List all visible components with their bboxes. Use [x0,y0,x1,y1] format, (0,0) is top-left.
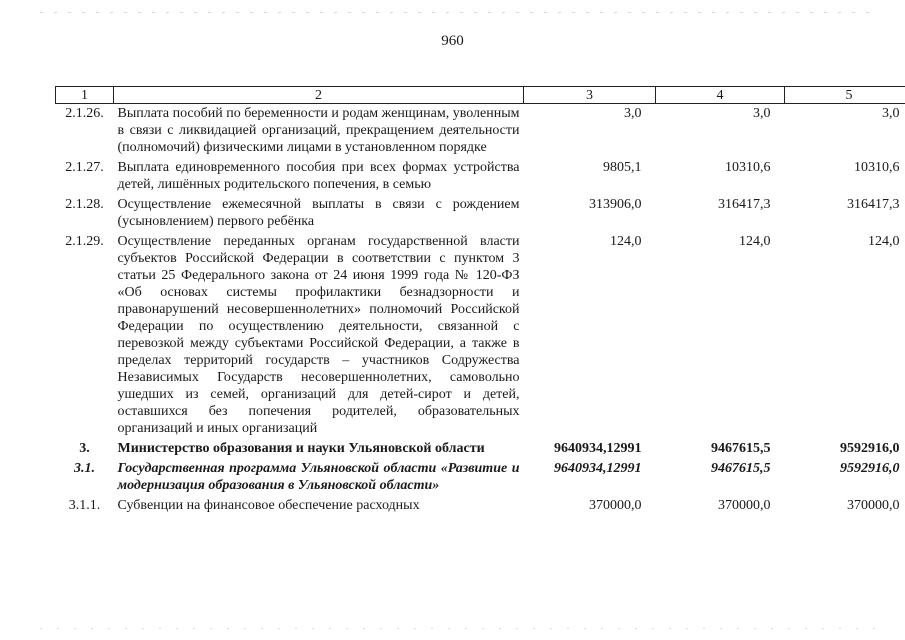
row-description: Выплата единовременного пособия при всех формах устройства детей, лишённых родительского попечения, в семью [117,160,520,192]
table-row [56,232,905,439]
row-description: Осуществление переданных органам государственной власти субъектов Российской Федерации в соответствии с пунктом 3 статьи 25 Федерального закона от 24 июня 1999 года № 120-ФЗ «Об основах системы профилактики безнадзорности и правонарушений несовершеннолетних» полномочий Российской Федерации по осуществлению деятельности, связанной с перевозкой между субъектами Российской Федерации, а также в пределах территорий государств – участников Содружества Независимых Государств несовершеннолетних, самовольно ушедших из семей, организаций для детей-сирот и детей, оставшихся без попечения родителей, образовательных организаций и иных организаций [117,234,520,436]
row-value-col4: 124,0 [739,234,771,249]
row-value-col4: 370000,0 [718,498,771,513]
row-value-col5: 3,0 [882,106,900,121]
page-number: 960 [441,33,464,49]
header-col-5: 5 [785,87,905,104]
row-description: Субвенции на финансовое обеспечение расходных [117,498,420,513]
row-description: Государственная программа Ульяновской области «Развитие и модернизация образования в Ульяновской области» [117,461,520,493]
row-description: Выплата пособий по беременности и родам женщинам, уволенным в связи с ликвидацией организаций, прекращением деятельности (полномочий) физическими лицами в установленном порядке [117,106,520,155]
row-value-col4: 10310,6 [725,160,771,175]
row-number: 3. [79,441,90,456]
table-row-program [56,459,905,496]
row-value-col3: 3,0 [624,106,642,121]
table-row [56,496,905,516]
row-value-col3: 9640934,12991 [554,441,642,456]
header-col-1: 1 [56,87,114,104]
row-value-col5: 316417,3 [847,197,900,212]
row-value-col3: 313906,0 [589,197,642,212]
row-value-col4: 3,0 [753,106,771,121]
row-value-col5: 9592916,0 [840,461,900,476]
table-row-ministry [56,439,905,459]
row-value-col3: 370000,0 [589,498,642,513]
row-value-col4: 9467615,5 [711,461,771,476]
row-value-col5: 124,0 [868,234,900,249]
row-value-col3: 9805,1 [603,160,642,175]
row-value-col5: 10310,6 [854,160,900,175]
table-header [56,87,905,104]
table-row [56,195,905,232]
row-value-col4: 9467615,5 [711,441,771,456]
row-value-col4: 316417,3 [718,197,771,212]
row-number: 3.1.1. [68,498,101,513]
scan-artifact-bottom [40,628,880,629]
row-value-col5: 9592916,0 [840,441,900,456]
row-value-col5: 370000,0 [847,498,900,513]
table-row [56,104,905,159]
row-number: 2.1.27. [65,160,104,175]
row-description: Осуществление ежемесячной выплаты в связи с рождением (усыновлением) первого ребёнка [117,197,520,229]
row-number: 2.1.29. [65,234,104,249]
row-number: 3.1. [74,461,95,476]
row-number: 2.1.26. [65,106,104,121]
scan-artifact-top [40,12,880,13]
row-value-col3: 124,0 [610,234,642,249]
row-description: Министерство образования и науки Ульяновской области [117,441,485,456]
row-number: 2.1.28. [65,197,104,212]
row-value-col3: 9640934,12991 [554,461,642,476]
budget-table [55,86,905,516]
table-row [56,158,905,195]
header-col-4: 4 [656,87,785,104]
header-col-2: 2 [114,87,524,104]
header-col-3: 3 [524,87,656,104]
